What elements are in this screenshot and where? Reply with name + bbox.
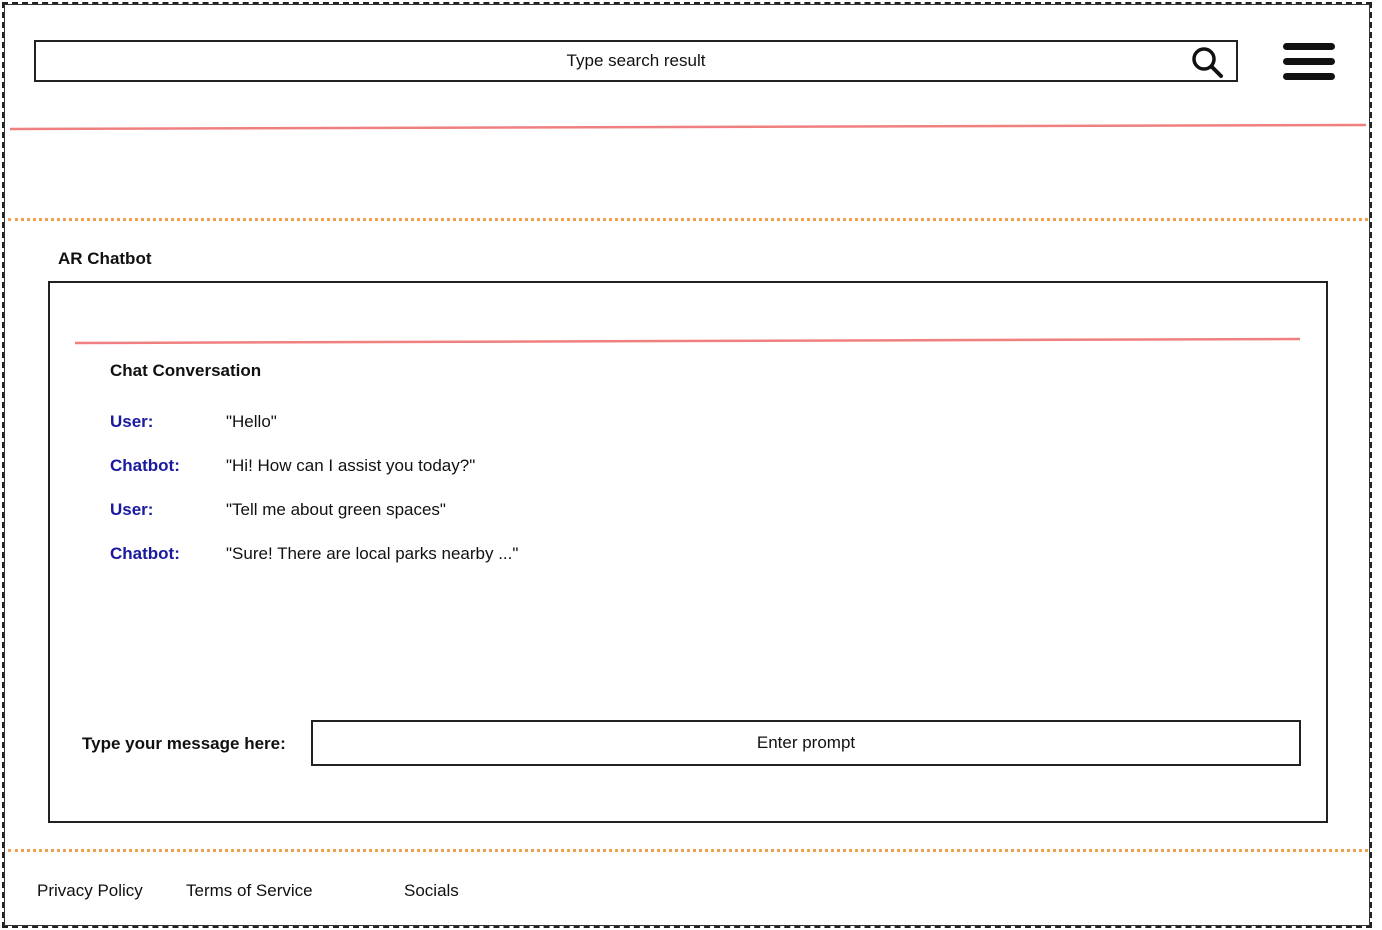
prompt-input[interactable] bbox=[311, 720, 1301, 766]
page-title: AR Chatbot bbox=[58, 249, 152, 268]
message-speaker: User: bbox=[110, 412, 154, 431]
footer-link-socials[interactable]: Socials bbox=[404, 881, 459, 900]
chat-panel bbox=[48, 281, 1328, 823]
message-speaker: User: bbox=[110, 500, 154, 519]
search-input[interactable]: Type search result bbox=[566, 51, 706, 70]
prompt-label: Type your message here: bbox=[82, 734, 286, 753]
prompt-placeholder: Enter prompt bbox=[756, 733, 856, 752]
message-speaker: Chatbot: bbox=[110, 544, 180, 563]
message-text: "Hello" bbox=[226, 412, 277, 431]
header-divider bbox=[10, 122, 1366, 132]
search-icon[interactable] bbox=[1190, 45, 1224, 79]
content-divider-bottom bbox=[8, 849, 1368, 852]
chat-divider bbox=[75, 335, 1300, 345]
hamburger-menu-icon[interactable] bbox=[1283, 41, 1337, 83]
message-speaker: Chatbot: bbox=[110, 456, 180, 475]
message-text: "Sure! There are local parks nearby ..." bbox=[226, 544, 519, 563]
message-text: "Tell me about green spaces" bbox=[226, 500, 446, 519]
conversation-title: Chat Conversation bbox=[110, 361, 262, 380]
content-divider-top bbox=[8, 218, 1368, 221]
search-bar[interactable] bbox=[34, 40, 1238, 82]
message-text: "Hi! How can I assist you today?" bbox=[226, 456, 476, 475]
footer-link-privacy-policy[interactable]: Privacy Policy bbox=[37, 881, 143, 900]
footer-link-terms-of-service[interactable]: Terms of Service bbox=[186, 881, 313, 900]
page-frame bbox=[2, 2, 1372, 928]
